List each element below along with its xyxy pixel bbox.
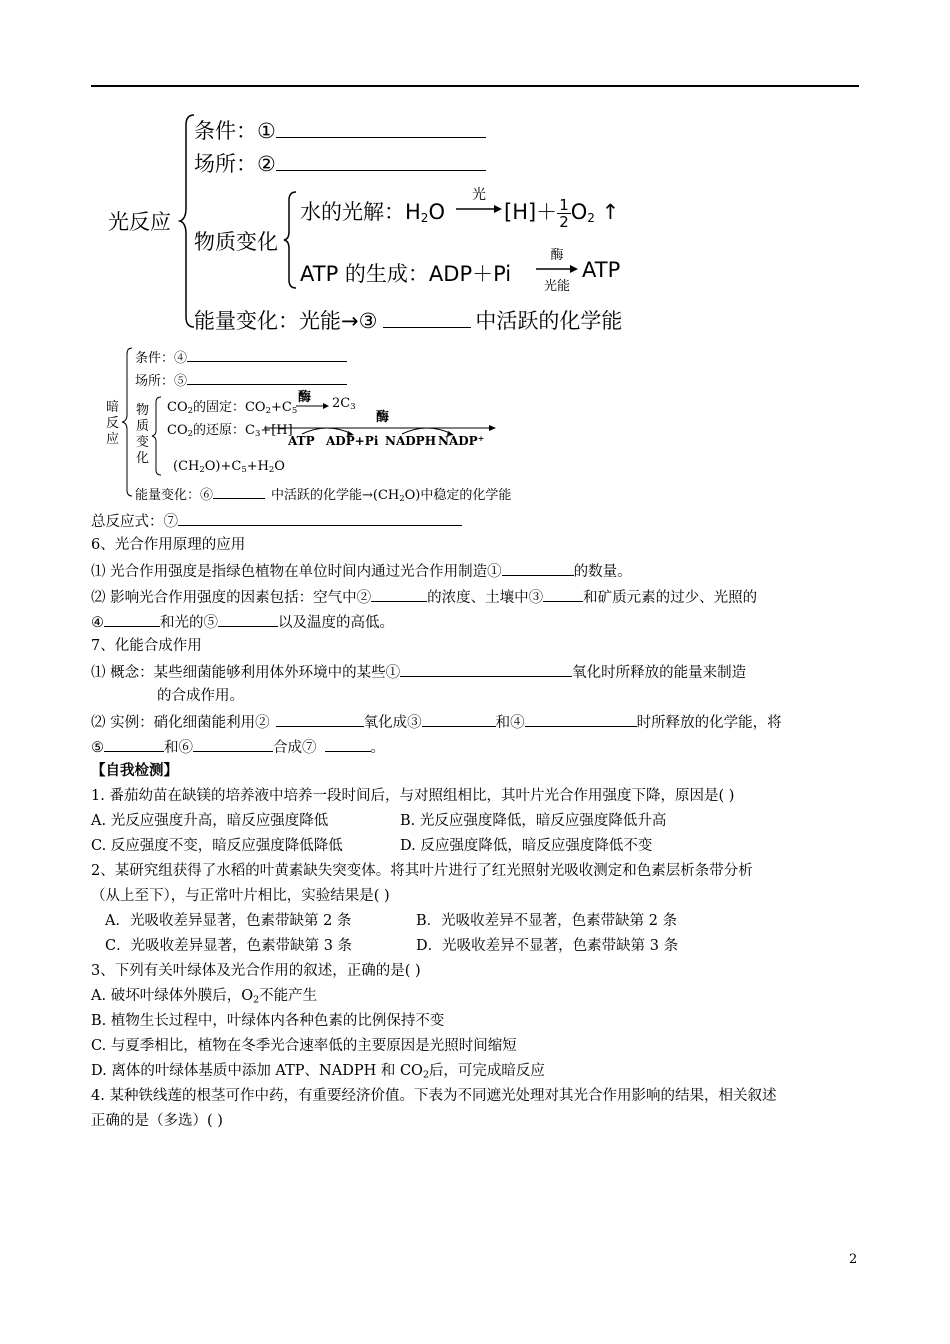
dr-product: $(CH_2O)+C_5+H_2O$ [173,459,285,475]
total-blank-7 [178,510,462,526]
q2-option-c: C．光吸收差异显著，色素带缺第 3 条 [105,938,353,954]
lr-blank-2 [276,148,486,171]
right-arrow-icon [296,402,330,410]
co2-reduction: $CO_2$的还原：$C_3+[H]$ [167,423,293,439]
inner-brace-1 [284,190,298,290]
q1-option-b: B. 光反应强度降低，暗反应强度降低升高 [400,813,667,829]
q3-option-a: A. 破坏叶绿体外膜后，$O_2$不能产生 [91,988,318,1006]
q2-option-b: B．光吸收差异不显著，色素带缺第 2 条 [416,913,678,929]
dr-matter-label: 物 质 变 化 [136,403,150,466]
adp-pi-label: ADP+Pi [326,434,379,448]
dr-energy-prefix: 能量变化：⑥ [135,488,214,503]
dr-site-label: 场所：⑤ [135,374,188,389]
question-1: 1. 番茄幼苗在缺镁的培养液中培养一段时间后，与对照组相比，其叶片光合作用强度下降，原因是( ) [91,788,735,804]
section-7-p1: ⑴ 概念：某些细菌能够利用体外环境中的某些① 氧化时所释放的能量来制造 [91,661,746,683]
light-reaction-title: 光反应 [108,210,171,234]
half-fraction: $\frac{1}{2}$ [559,195,569,231]
lr-energy-prefix: 能量变化：光能→③ [194,309,378,333]
lr-blank-3 [383,305,471,328]
question-2: 2、某研究组获得了水稻的叶黄素缺失突变体。将其叶片进行了红光照射光吸收测定和色素层析条带分析 [91,863,753,879]
q3-option-c: C. 与夏季相比，植物在冬季光合速率低的主要原因是光照时间缩短 [91,1038,517,1054]
dr-blank-6 [213,484,265,499]
question-2-cont: （从上至下），与正常叶片相比，实验结果是( ) [91,888,390,904]
dr-blank-4 [187,347,347,362]
section-7-p2: ⑵ 实例：硝化细菌能利用② 氧化成③ 和④ 时所释放的化学能，将 [91,711,782,733]
total-reaction-label: 总反应式：⑦ [91,514,178,530]
outer-brace-2 [122,347,134,497]
atp-product: ATP [582,258,621,282]
section-6-heading: 6、光合作用原理的应用 [91,537,246,553]
atp-label: ATP [288,434,315,448]
section-7-p1-cont: 的合成作用。 [157,688,244,704]
product-2c3: $2C_3$ [332,396,356,412]
section-6-p2-cont: ④ 和光的⑤ 以及温度的高低。 [91,611,394,633]
self-check-heading: 【自我检测】 [91,762,178,779]
inner-brace-2 [152,396,162,476]
question-4: 4. 某种铁线莲的根茎可作中药，有重要经济价值。下表为不同遮光处理对其光合作用影响的结果，相关叙述 [91,1088,777,1104]
h-bracket: [H]＋ [504,200,558,224]
q2-option-a: A．光吸收差异显著，色素带缺第 2 条 [105,913,352,929]
enzyme-label-2: 酶 [298,390,312,405]
o2: O [570,200,588,224]
dr-blank-5 [187,370,347,385]
lr-energy-suffix: 中活跃的化学能 [475,309,623,333]
lr-blank-1 [276,115,486,138]
q1-option-c: C. 反应强度不变，暗反应强度降低降低 [91,838,343,854]
section-7-p2-cont: ⑤ 和⑥ 合成⑦ 。 [91,736,385,758]
up-arrow-icon: ↑ [601,200,620,224]
light-label: 光 [472,187,486,203]
section-7-heading: 7、化能合成作用 [91,638,202,654]
right-arrow-icon [536,264,580,274]
dark-reaction-title: 暗 反 应 [106,400,120,447]
question-4-cont: 正确的是（多选）( ) [91,1113,223,1129]
light-energy-label: 光能 [543,279,570,294]
q1-option-a: A. 光反应强度升高，暗反应强度降低 [91,813,329,829]
nadph-label: NADPH [385,434,437,448]
q3-option-b: B. 植物生长过程中，叶绿体内各种色素的比例保持不变 [91,1013,445,1029]
lr-site-label: 场所：② [194,152,276,176]
dr-energy-suffix: 中活跃的化学能$\to(CH_2O)$中稳定的化学能 [271,488,512,504]
dr-condition-label: 条件：④ [135,351,188,366]
atp-generation: ATP 的生成：ADP＋Pi [300,262,512,286]
enzyme-label-3: 酶 [376,410,390,425]
water-photolysis: 水的光解：$H_2O$ [300,200,445,225]
q3-option-d: D. 离体的叶绿体基质中添加 ATP、NADPH 和 $CO_2$后，可完成暗反应 [91,1063,545,1081]
section-6-p2: ⑵ 影响光合作用强度的因素包括：空气中② 的浓度、土壤中③ 和矿质元素的过少、光照的 [91,586,757,608]
question-3: 3、下列有关叶绿体及光合作用的叙述，正确的是( ) [91,963,421,979]
lr-matter-label: 物质变化 [194,230,278,254]
co2-fixation: $CO_2$的固定：$CO_2+C_5$ [167,400,298,416]
q1-option-d: D. 反应强度降低，暗反应强度降低不变 [400,838,653,854]
lr-condition-label: 条件：① [194,119,276,143]
enzyme-label-1: 酶 [550,248,564,263]
outer-brace-1 [180,113,196,329]
page-number: 2 [849,1252,858,1267]
nadp-label: NADP+ [438,434,485,448]
q2-option-d: D．光吸收差异不显著，色素带缺第 3 条 [416,938,679,954]
right-arrow-icon [456,204,502,214]
section-6-p1: ⑴ 光合作用强度是指绿色植物在单位时间内通过光合作用制造① 的数量。 [91,560,632,582]
header-rule [91,85,859,87]
